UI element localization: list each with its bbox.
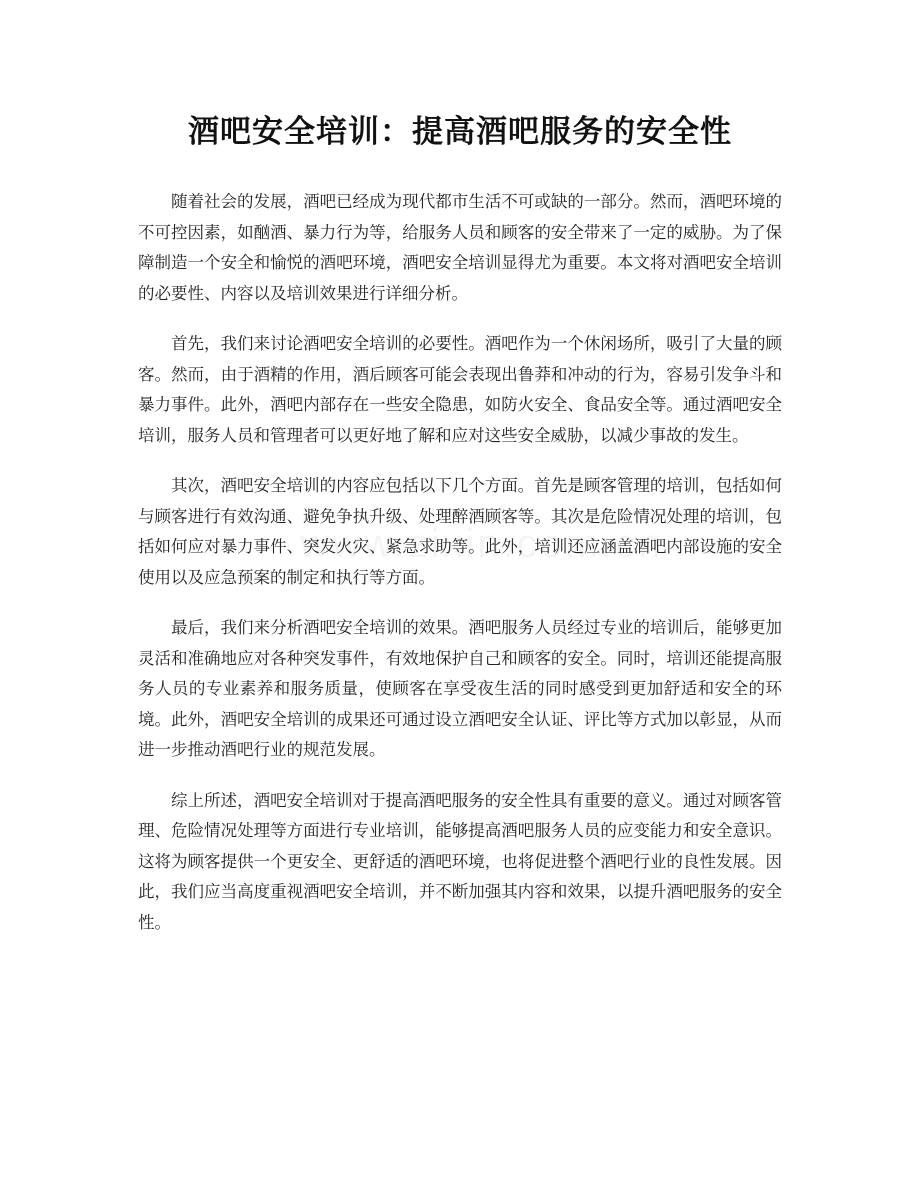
paragraph-conclusion: 综上所述，酒吧安全培训对于提高酒吧服务的安全性具有重要的意义。通过对顾客管理、危险情况处理等方面进行专业培训，能够提高酒吧服务人员的应变能力和安全意识。这将为顾客提供一个更安全、更舒适的酒吧环境，也将促进整个酒吧行业的良性发展。因此，我们应当高度重视酒吧安全培训，并不断加强其内容和效果，以提升酒吧服务的安全性。 xyxy=(138,790,782,932)
document-body xyxy=(138,187,782,938)
document-title: 酒吧安全培训：提高酒吧服务的安全性 xyxy=(188,114,732,150)
paragraph-content: 其次，酒吧安全培训的内容应包括以下几个方面。首先是顾客管理的培训，包括如何与顾客进行有效沟通、避免争执升级、处理醉酒顾客等。其次是危险情况处理的培训，包括如何应对暴力事件、突发火灾、紧急求助等。此外，培训还应涵盖酒吧内部设施的安全使用以及应急预案的制定和执行等方面。 xyxy=(138,476,782,587)
paragraph-effect: 最后，我们来分析酒吧安全培训的效果。酒吧服务人员经过专业的培训后，能够更加灵活和准确地应对各种突发事件，有效地保护自己和顾客的安全。同时，培训还能提高服务人员的专业素养和服务质量，使顾客在享受夜生活的同时感受到更加舒适和安全的环境。此外，酒吧安全培训的成果还可通过设立酒吧安全认证、评比等方式加以彰显，从而进一步推动酒吧行业的规范发展。 xyxy=(138,618,782,759)
paragraph-intro: 随着社会的发展，酒吧已经成为现代都市生活不可或缺的一部分。然而，酒吧环境的不可控因素，如酗酒、暴力行为等，给服务人员和顾客的安全带来了一定的威胁。为了保障制造一个安全和愉悦的酒吧环境，酒吧安全培训显得尤为重要。本文将对酒吧安全培训的必要性、内容以及培训效果进行详细分析。 xyxy=(138,192,782,303)
paragraph-necessity: 首先，我们来讨论酒吧安全培训的必要性。酒吧作为一个休闲场所，吸引了大量的顾客。然而，由于酒精的作用，酒后顾客可能会表现出鲁莽和冲动的行为，容易引发争斗和暴力事件。此外，酒吧内部存在一些安全隐患，如防火安全、食品安全等。通过酒吧安全培训，服务人员和管理者可以更好地了解和应对这些安全威胁，以减少事故的发生。 xyxy=(138,334,782,445)
